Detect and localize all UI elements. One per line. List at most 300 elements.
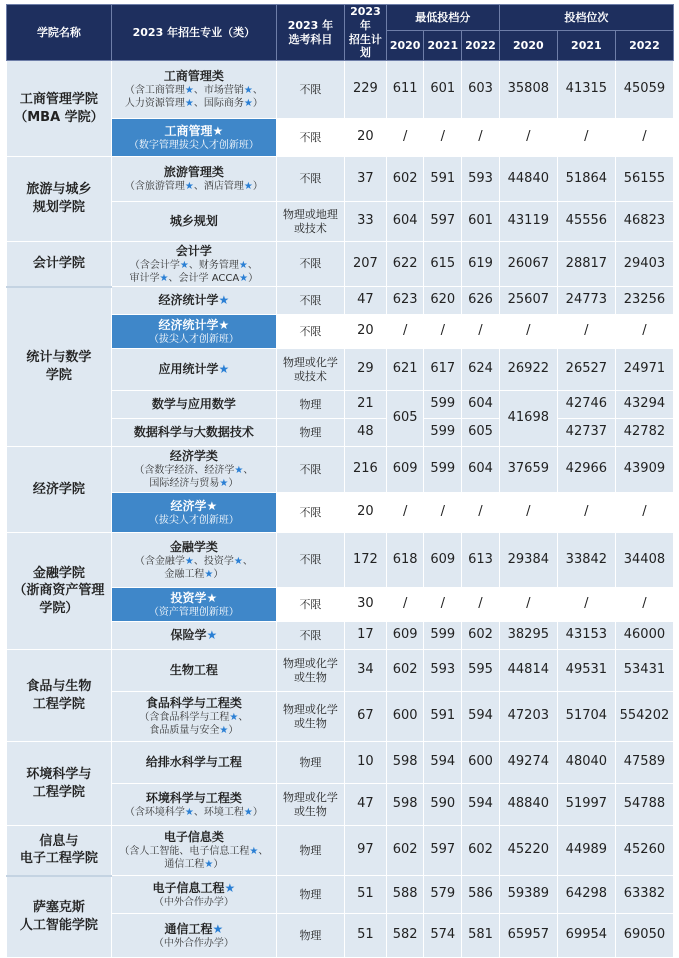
subject-text: 或生物 <box>293 670 327 684</box>
star-icon: ★ <box>249 846 259 857</box>
header-plan <box>345 5 387 61</box>
table-row <box>7 157 674 202</box>
major-note-text: 、财务管理 <box>188 259 239 271</box>
major-note-text: ） <box>248 272 259 284</box>
major-note-line <box>114 84 274 97</box>
major-name-text: 数据科学与大数据技术 <box>133 425 254 439</box>
rank-cell: 37659 <box>499 447 557 493</box>
rank-cell: 23256 <box>615 287 673 315</box>
major-note-line <box>114 272 274 285</box>
college-name-line: 统计与数学 <box>26 350 92 366</box>
major-name <box>114 449 274 464</box>
header-rank: 投档位次 <box>499 5 673 31</box>
major-cell <box>111 588 276 622</box>
major-note-line <box>114 845 274 858</box>
rank-cell: 42737 <box>557 419 615 447</box>
rank-cell: 51864 <box>557 157 615 202</box>
major-cell <box>111 287 276 315</box>
major-note-line <box>114 606 274 619</box>
min-score-cell: 602 <box>386 650 424 692</box>
college-name-line: 工商管理学院 <box>19 91 98 107</box>
star-icon: ★ <box>159 272 169 284</box>
major-note-text: 、 <box>238 712 249 723</box>
major-name-text: 保险学 <box>170 628 207 642</box>
college-name-line: 环境科学与 <box>26 766 92 782</box>
major-note-text: 食品质量与安全 <box>149 725 220 736</box>
table-body <box>7 61 674 958</box>
min-score-cell: 574 <box>424 914 462 958</box>
plan-cell: 51 <box>345 914 387 958</box>
header-score-year: 2022 <box>462 31 500 61</box>
rank-cell: / <box>615 493 673 533</box>
rank-cell: 48040 <box>557 742 615 784</box>
major-note-text: （资产管理创新班） <box>148 606 239 618</box>
major-note-line <box>114 477 274 490</box>
rank-cell: 53431 <box>615 650 673 692</box>
college-name-line: 经济学院 <box>32 481 85 497</box>
min-score-cell: / <box>386 588 424 622</box>
major-note-text: 、 <box>252 85 263 96</box>
subject-text: 或技术 <box>293 369 327 383</box>
major-name-text: 经济统计学 <box>158 293 219 307</box>
min-score-cell: / <box>424 588 462 622</box>
major-cell <box>111 493 276 533</box>
college-name-line: 信息与 <box>39 833 79 849</box>
major-note-text: 、 <box>243 465 254 476</box>
major-name-text: 会计学 <box>175 243 212 258</box>
min-score-cell: 599 <box>424 622 462 650</box>
major-cell <box>111 119 276 157</box>
plan-cell: 17 <box>345 622 387 650</box>
major-note-text: 审计学 <box>129 272 160 284</box>
min-score-cell: / <box>424 493 462 533</box>
major-name-text: 数学与应用数学 <box>151 397 236 411</box>
subject-text: 物理 <box>299 397 322 411</box>
subject-cell <box>276 315 344 349</box>
subject-cell <box>276 826 344 876</box>
plan-cell: 207 <box>345 242 387 287</box>
plan-cell: 48 <box>345 419 387 447</box>
major-note-text: ） <box>252 181 263 192</box>
rank-cell: / <box>499 493 557 533</box>
star-icon: ★ <box>234 465 244 476</box>
min-score-cell: 590 <box>424 784 462 826</box>
star-icon: ★ <box>233 555 243 567</box>
min-score-cell: 615 <box>424 242 462 287</box>
major-cell <box>111 742 276 784</box>
min-score-cell: / <box>386 493 424 533</box>
plan-cell: 20 <box>345 119 387 157</box>
star-icon: ★ <box>206 628 218 642</box>
major-name-text: 电子信息类 <box>163 830 224 844</box>
subject-cell <box>276 202 344 242</box>
rank-cell: 45220 <box>499 826 557 876</box>
subject-text: 不限 <box>299 82 322 96</box>
subject-text: 物理或地理 <box>282 207 338 221</box>
subject-cell <box>276 493 344 533</box>
min-score-cell: 594 <box>424 742 462 784</box>
rank-cell: 45260 <box>615 826 673 876</box>
rank-cell: 24773 <box>557 287 615 315</box>
major-cell <box>111 202 276 242</box>
table-row <box>7 533 674 588</box>
subject-text: 物理 <box>299 425 322 439</box>
min-score-cell: / <box>424 119 462 157</box>
subject-cell <box>276 588 344 622</box>
subject-cell <box>276 157 344 202</box>
major-note-text: 人力资源管理 <box>124 98 185 109</box>
star-icon: ★ <box>212 123 224 138</box>
subject-cell <box>276 784 344 826</box>
min-score-cell: 593 <box>424 650 462 692</box>
rank-cell: 46823 <box>615 202 673 242</box>
major-name <box>114 922 274 937</box>
min-score-cell: 609 <box>424 533 462 588</box>
rank-cell: 56155 <box>615 157 673 202</box>
major-note-text: （含人工智能、电子信息工程 <box>119 846 250 857</box>
min-score-cell: / <box>462 119 500 157</box>
rank-cell: / <box>615 588 673 622</box>
major-name-text: 给排水科学与工程 <box>145 755 242 769</box>
min-score-cell: 620 <box>424 287 462 315</box>
subject-cell <box>276 692 344 742</box>
plan-cell: 229 <box>345 61 387 119</box>
header-score-year: 2020 <box>386 31 424 61</box>
subject-text: 物理 <box>299 887 322 901</box>
major-name <box>114 425 274 440</box>
major-cell <box>111 784 276 826</box>
major-note-text: 、 <box>247 259 258 271</box>
major-name <box>114 540 274 555</box>
college-name-line: 食品与生物 <box>26 678 92 694</box>
rank-cell: 41698 <box>499 391 557 447</box>
major-name-text: 环境科学与工程类 <box>145 790 242 805</box>
rank-cell: 51704 <box>557 692 615 742</box>
major-name-text: 通信工程 <box>164 921 213 936</box>
major-cell <box>111 157 276 202</box>
min-score-cell: 626 <box>462 287 500 315</box>
min-score-cell: 619 <box>462 242 500 287</box>
major-note-line <box>114 97 274 110</box>
college-cell <box>7 447 112 533</box>
major-cell <box>111 622 276 650</box>
min-score-cell: 623 <box>386 287 424 315</box>
subject-text: 物理或化学 <box>282 790 338 804</box>
star-icon: ★ <box>184 181 194 192</box>
major-note-text: 、国际商务 <box>193 98 244 109</box>
plan-cell: 29 <box>345 349 387 391</box>
rank-cell: 54788 <box>615 784 673 826</box>
subject-cell <box>276 447 344 493</box>
major-note-text: 、市场营销 <box>193 85 244 96</box>
major-name <box>114 628 274 643</box>
rank-cell: 26527 <box>557 349 615 391</box>
major-name <box>114 244 274 259</box>
subject-text: 不限 <box>299 462 322 476</box>
header-plan-line2: 招生计划 <box>348 32 382 60</box>
rank-cell: 33842 <box>557 533 615 588</box>
min-score-cell: 603 <box>462 61 500 119</box>
star-icon: ★ <box>184 85 194 96</box>
rank-cell: 64298 <box>557 876 615 914</box>
rank-cell: 49274 <box>499 742 557 784</box>
rank-cell: / <box>615 119 673 157</box>
major-note-line <box>114 724 274 737</box>
subject-text: 或生物 <box>293 804 327 818</box>
rank-cell: 44840 <box>499 157 557 202</box>
rank-cell: 29384 <box>499 533 557 588</box>
min-score-cell: 613 <box>462 533 500 588</box>
table-row <box>7 287 674 315</box>
plan-cell: 10 <box>345 742 387 784</box>
major-name <box>114 663 274 678</box>
plan-cell: 172 <box>345 533 387 588</box>
rank-cell: 38295 <box>499 622 557 650</box>
college-name-line: 会计学院 <box>32 255 85 271</box>
min-score-cell: 597 <box>424 202 462 242</box>
rank-cell: / <box>557 119 615 157</box>
major-name-text: 旅游管理类 <box>163 165 224 179</box>
major-name-text: 生物工程 <box>169 663 218 677</box>
major-note-line <box>114 937 274 950</box>
subject-cell <box>276 349 344 391</box>
major-note-text: 国际经济与贸易 <box>149 478 220 489</box>
header-rank-year: 2021 <box>557 31 615 61</box>
header-rank-year: 2020 <box>499 31 557 61</box>
plan-cell: 30 <box>345 588 387 622</box>
min-score-cell: 605 <box>386 391 424 447</box>
rank-cell: / <box>499 119 557 157</box>
subject-cell <box>276 287 344 315</box>
header-major: 2023 年招生专业（类） <box>111 5 276 61</box>
star-icon: ★ <box>206 590 218 605</box>
plan-cell: 216 <box>345 447 387 493</box>
min-score-cell: 600 <box>386 692 424 742</box>
major-note-text: （中外合作办学） <box>153 937 234 949</box>
rank-cell: 29403 <box>615 242 673 287</box>
subject-cell <box>276 242 344 287</box>
rank-cell: 43909 <box>615 447 673 493</box>
major-note-line <box>114 180 274 193</box>
subject-text: 物理或化学 <box>282 656 338 670</box>
plan-cell: 47 <box>345 287 387 315</box>
plan-cell: 33 <box>345 202 387 242</box>
star-icon: ★ <box>179 259 189 271</box>
subject-text: 不限 <box>299 324 322 338</box>
min-score-cell: 609 <box>386 447 424 493</box>
rank-cell: 43294 <box>615 391 673 419</box>
header-min-score: 最低投档分 <box>386 5 499 31</box>
major-note-text: （数字管理拔尖人才创新班） <box>128 139 259 151</box>
major-note-line <box>114 711 274 724</box>
min-score-cell: 605 <box>462 419 500 447</box>
header-subject-line1: 2023 年 <box>287 18 334 32</box>
subject-text: 物理或化学 <box>282 702 338 716</box>
major-note-line <box>114 514 274 527</box>
plan-cell: 20 <box>345 493 387 533</box>
college-name-line: 学院） <box>39 600 79 616</box>
rank-cell: 28817 <box>557 242 615 287</box>
header-plan-line1: 2023 年 <box>350 5 381 32</box>
major-note-text: 、环境工程 <box>193 806 244 818</box>
subject-cell <box>276 419 344 447</box>
rank-cell: / <box>615 315 673 349</box>
college-cell <box>7 242 112 287</box>
major-note-text: 、投资学 <box>193 555 234 567</box>
rank-cell: 42782 <box>615 419 673 447</box>
major-name-text: 经济统计学 <box>158 317 219 332</box>
major-name <box>114 69 274 84</box>
rank-cell: 59389 <box>499 876 557 914</box>
star-icon: ★ <box>218 362 230 376</box>
header-subject-line2: 选考科目 <box>288 32 333 46</box>
subject-cell <box>276 391 344 419</box>
min-score-cell: 591 <box>424 692 462 742</box>
college-cell <box>7 61 112 157</box>
major-name <box>114 881 274 896</box>
subject-text: 不限 <box>299 130 322 144</box>
college-name-line: 工程学院 <box>32 784 85 800</box>
major-cell <box>111 876 276 914</box>
star-icon: ★ <box>206 498 218 513</box>
major-note-text: ） <box>252 98 263 109</box>
major-name-text: 电子信息工程 <box>152 880 225 895</box>
subject-text: 不限 <box>299 293 322 307</box>
major-name <box>114 124 274 139</box>
major-note-text: （含数字经济、经济学 <box>134 465 235 476</box>
min-score-cell: 588 <box>386 876 424 914</box>
major-note-text: ） <box>213 568 224 580</box>
major-name-text: 工商管理 <box>164 123 213 138</box>
min-score-cell: 602 <box>386 157 424 202</box>
table-row <box>7 826 674 876</box>
star-icon: ★ <box>243 806 253 818</box>
major-note-text: （拔尖人才创新班） <box>148 333 239 345</box>
star-icon: ★ <box>218 317 230 332</box>
min-score-cell: 617 <box>424 349 462 391</box>
major-note-text: 、会计学 ACCA <box>168 272 240 284</box>
major-note-line <box>114 555 274 568</box>
rank-cell: / <box>499 588 557 622</box>
rank-cell: 63382 <box>615 876 673 914</box>
min-score-cell: 598 <box>386 784 424 826</box>
major-note-text: ） <box>213 859 224 870</box>
rank-cell: 65957 <box>499 914 557 958</box>
table-row <box>7 447 674 493</box>
major-cell <box>111 650 276 692</box>
major-cell <box>111 447 276 493</box>
major-name <box>114 397 274 412</box>
major-name-text: 食品科学与工程类 <box>145 696 242 710</box>
min-score-cell: 593 <box>462 157 500 202</box>
major-note-text: （中外合作办学） <box>153 896 234 908</box>
star-icon: ★ <box>219 725 229 736</box>
min-score-cell: 591 <box>424 157 462 202</box>
min-score-cell: / <box>462 588 500 622</box>
subject-text: 或技术 <box>293 221 327 235</box>
subject-text: 不限 <box>299 597 322 611</box>
table-header <box>7 5 674 61</box>
major-name <box>114 696 274 711</box>
major-cell <box>111 315 276 349</box>
star-icon: ★ <box>238 259 248 271</box>
college-cell <box>7 533 112 650</box>
plan-cell: 97 <box>345 826 387 876</box>
college-name-line: （浙商资产管理 <box>13 583 105 599</box>
min-score-cell: 594 <box>462 692 500 742</box>
college-name-line: 规划学院 <box>32 200 85 215</box>
subject-cell <box>276 533 344 588</box>
plan-cell: 21 <box>345 391 387 419</box>
subject-text: 不限 <box>299 172 322 186</box>
major-name <box>114 755 274 770</box>
min-score-cell: 599 <box>424 419 462 447</box>
min-score-cell: 595 <box>462 650 500 692</box>
min-score-cell: 581 <box>462 914 500 958</box>
major-name <box>114 318 274 333</box>
subject-cell <box>276 742 344 784</box>
star-icon: ★ <box>204 568 214 580</box>
min-score-cell: 602 <box>462 622 500 650</box>
rank-cell: 69050 <box>615 914 673 958</box>
min-score-cell: 604 <box>386 202 424 242</box>
min-score-cell: 602 <box>462 826 500 876</box>
plan-cell: 51 <box>345 876 387 914</box>
college-name-line: 萨塞克斯 <box>32 900 85 916</box>
min-score-cell: 602 <box>386 826 424 876</box>
star-icon: ★ <box>218 293 230 307</box>
major-note-text: （含会计学 <box>129 259 180 271</box>
min-score-cell: 624 <box>462 349 500 391</box>
major-cell <box>111 391 276 419</box>
college-name-line: 金融学院 <box>32 565 85 581</box>
header-rank-year: 2022 <box>615 31 673 61</box>
rank-cell: 51997 <box>557 784 615 826</box>
college-cell <box>7 650 112 742</box>
min-score-cell: 621 <box>386 349 424 391</box>
table-row <box>7 742 674 784</box>
min-score-cell: 604 <box>462 447 500 493</box>
star-icon: ★ <box>229 712 239 723</box>
rank-cell: 48840 <box>499 784 557 826</box>
rank-cell: 44989 <box>557 826 615 876</box>
major-name <box>114 293 274 308</box>
major-cell <box>111 61 276 119</box>
major-name <box>114 830 274 845</box>
major-note-line <box>114 259 274 272</box>
star-icon: ★ <box>243 98 253 109</box>
star-icon: ★ <box>243 85 253 96</box>
major-note-text: 金融工程 <box>164 568 205 580</box>
min-score-cell: 601 <box>462 202 500 242</box>
min-score-cell: 604 <box>462 391 500 419</box>
rank-cell: 34408 <box>615 533 673 588</box>
rank-cell: 43119 <box>499 202 557 242</box>
min-score-cell: 582 <box>386 914 424 958</box>
rank-cell: 69954 <box>557 914 615 958</box>
college-cell <box>7 876 112 958</box>
min-score-cell: 594 <box>462 784 500 826</box>
rank-cell: 42966 <box>557 447 615 493</box>
major-name-text: 经济学 <box>170 498 207 513</box>
subject-text: 不限 <box>299 505 322 519</box>
rank-cell: 45059 <box>615 61 673 119</box>
college-name-line: 工程学院 <box>32 696 85 712</box>
min-score-cell: 586 <box>462 876 500 914</box>
min-score-cell: 600 <box>462 742 500 784</box>
major-note-line <box>114 139 274 152</box>
major-name-text: 金融学类 <box>169 539 218 554</box>
